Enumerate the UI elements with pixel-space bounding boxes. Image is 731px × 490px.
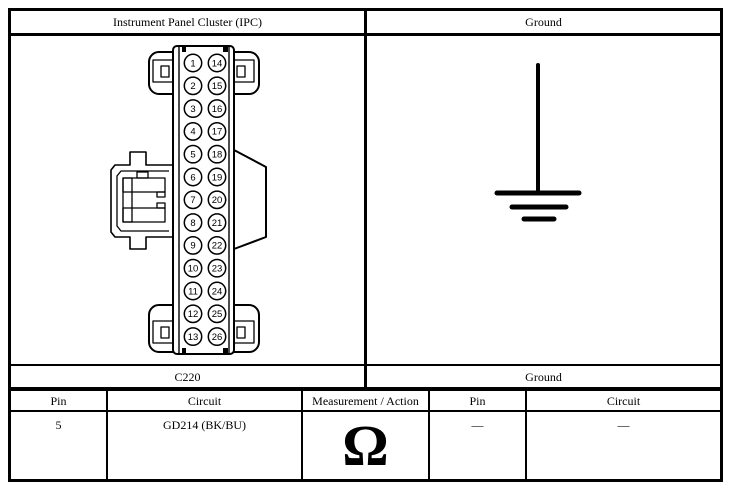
pin-12-number: 12 xyxy=(187,309,199,321)
diagnostic-table xyxy=(8,8,723,482)
cell-measurement-value xyxy=(303,412,430,479)
pin-25-number: 25 xyxy=(211,309,223,321)
pin-22-number: 22 xyxy=(211,240,223,252)
ohm-symbol: Ω xyxy=(342,412,389,478)
header-circuit: Circuit xyxy=(108,391,303,410)
pin-23-number: 23 xyxy=(211,263,223,275)
diagram-row xyxy=(11,36,720,366)
connector-diagram-cell xyxy=(11,36,367,364)
cell-pin2-value: — xyxy=(430,412,527,479)
pin-1-number: 1 xyxy=(190,58,196,70)
ground-label: Ground xyxy=(525,369,562,384)
cell-pin-value: 5 xyxy=(11,412,108,479)
ground-title: Ground xyxy=(525,15,562,29)
title-cell-ground xyxy=(367,11,720,33)
column-header-row xyxy=(11,391,720,412)
connector-latch xyxy=(111,152,173,249)
header-pin: Pin xyxy=(11,391,108,410)
pin-21-number: 21 xyxy=(211,217,223,229)
ipc-connector-icon xyxy=(11,36,364,364)
pin-19-number: 19 xyxy=(211,172,223,184)
cell-circuit2-value: — xyxy=(617,418,630,432)
title-row xyxy=(11,11,720,36)
pin-9-number: 9 xyxy=(190,240,196,252)
pin-7-number: 7 xyxy=(190,195,196,207)
connector-label: C220 xyxy=(174,369,201,384)
pin-20-number: 20 xyxy=(211,195,223,207)
pin-16-number: 16 xyxy=(211,103,223,115)
pin-17-number: 17 xyxy=(211,126,223,138)
ground-diagram-cell xyxy=(367,36,720,364)
pin-8-number: 8 xyxy=(190,217,196,229)
ground-symbol xyxy=(497,65,579,219)
pin-11-number: 11 xyxy=(188,286,198,298)
pin-24-number: 24 xyxy=(211,286,223,298)
pin-10-number: 10 xyxy=(187,263,199,275)
pin-26-number: 26 xyxy=(211,331,223,343)
cell-circuit-value: GD214 (BK/BU) xyxy=(108,412,303,479)
pin-13-number: 13 xyxy=(187,331,199,343)
connector-label-cell xyxy=(11,366,367,387)
pin-2-number: 2 xyxy=(190,81,196,93)
ipc-title: Instrument Panel Cluster (IPC) xyxy=(113,15,262,29)
pin-15-number: 15 xyxy=(211,81,223,93)
header-circuit-2: Circuit xyxy=(606,393,641,408)
title-cell-ipc xyxy=(11,11,367,33)
ground-icon xyxy=(367,36,720,364)
pin-4-number: 4 xyxy=(190,126,196,138)
ground-label-cell xyxy=(367,366,720,387)
pin-3-number: 3 xyxy=(190,103,196,115)
header-pin-2: Pin xyxy=(430,391,527,410)
data-row xyxy=(11,412,720,479)
connector-side-flap xyxy=(234,150,266,249)
pin-6-number: 6 xyxy=(190,172,196,184)
pin-14-number: 14 xyxy=(211,58,223,70)
pin-18-number: 18 xyxy=(211,149,223,161)
label-row xyxy=(11,366,720,391)
pin-5-number: 5 xyxy=(190,149,196,161)
header-measurement-action: Measurement / Action xyxy=(303,391,430,410)
